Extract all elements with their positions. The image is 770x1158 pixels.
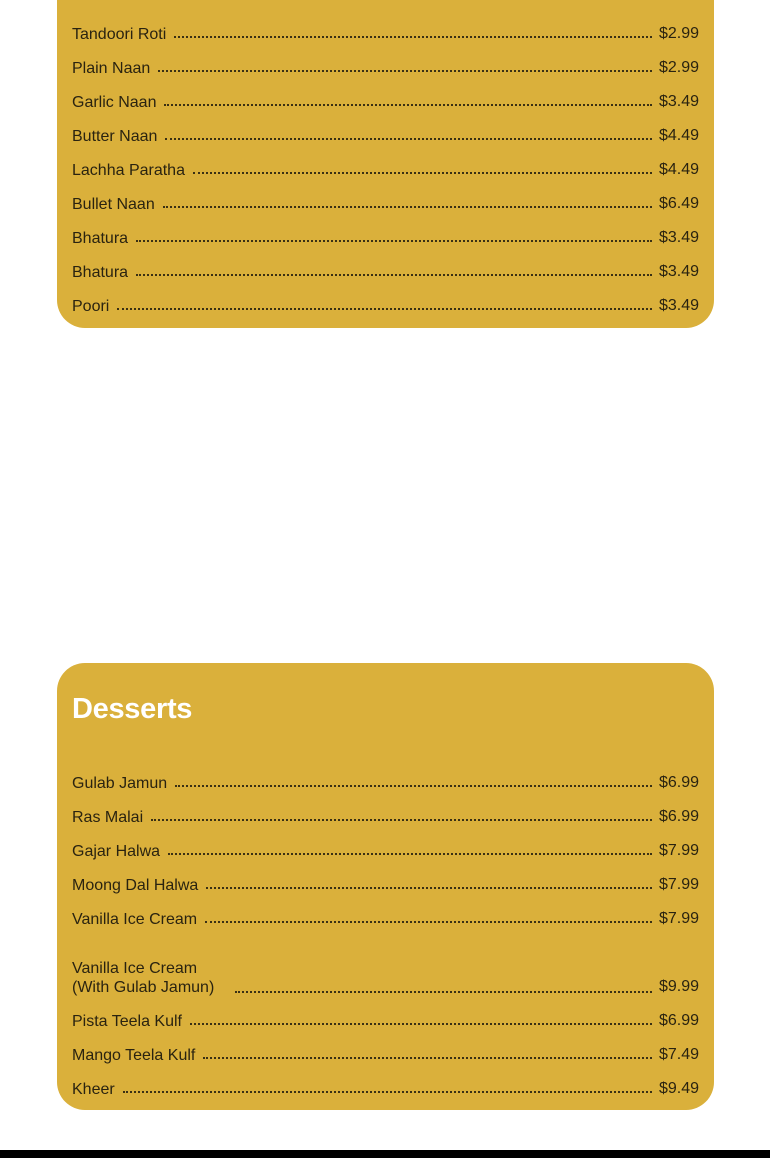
menu-item-price: $6.99 xyxy=(658,808,699,825)
menu-item-price: $3.49 xyxy=(658,93,699,110)
menu-item-row xyxy=(72,800,699,834)
menu-item-name: Mango Teela Kulf xyxy=(72,1046,196,1064)
menu-item-name: Garlic Naan xyxy=(72,93,157,111)
menu-item-name: Bullet Naan xyxy=(72,195,155,213)
menu-item-price: $6.99 xyxy=(658,1012,699,1029)
menu-item-name: Ras Malai xyxy=(72,808,144,826)
menu-item-row xyxy=(72,1038,699,1072)
dotted-leader xyxy=(235,991,652,993)
menu-item-name: Bhatura xyxy=(72,263,129,281)
menu-item-row xyxy=(72,187,699,221)
menu-item-name: Vanilla Ice Cream (With Gulab Jamun) xyxy=(72,960,215,996)
dotted-leader xyxy=(151,819,652,821)
dotted-leader xyxy=(203,1057,652,1059)
menu-item-name: Pista Teela Kulf xyxy=(72,1012,182,1030)
menu-item-price: $7.99 xyxy=(658,876,699,893)
dotted-leader xyxy=(136,240,652,242)
menu-item-name: Plain Naan xyxy=(72,59,151,77)
desserts-item-list xyxy=(72,766,699,1106)
menu-item-row xyxy=(72,255,699,289)
menu-item-row xyxy=(72,766,699,800)
dotted-leader xyxy=(165,138,652,140)
menu-item-price: $2.99 xyxy=(658,59,699,76)
menu-item-row xyxy=(72,85,699,119)
menu-item-price: $7.99 xyxy=(658,842,699,859)
menu-item-row xyxy=(72,17,699,51)
menu-item-price: $6.99 xyxy=(658,774,699,791)
menu-item-row xyxy=(72,1004,699,1038)
menu-item-name: Lachha Paratha xyxy=(72,161,185,179)
menu-item-name: Gajar Halwa xyxy=(72,842,161,860)
menu-item-name: Butter Naan xyxy=(72,127,158,145)
menu-item-name: Gulab Jamun xyxy=(72,774,168,792)
menu-item-row xyxy=(72,868,699,902)
menu-item-price: $3.49 xyxy=(658,297,699,314)
breads-menu-card xyxy=(57,0,714,328)
dotted-leader xyxy=(123,1091,652,1093)
dotted-leader xyxy=(158,70,652,72)
menu-item-row xyxy=(72,902,699,936)
menu-item-row xyxy=(72,936,699,1004)
menu-item-price: $3.49 xyxy=(658,229,699,246)
menu-item-price: $4.49 xyxy=(658,127,699,144)
menu-item-name: Moong Dal Halwa xyxy=(72,876,199,894)
dotted-leader xyxy=(174,36,652,38)
menu-item-row xyxy=(72,153,699,187)
menu-item-price: $4.49 xyxy=(658,161,699,178)
menu-item-price: $9.99 xyxy=(658,978,699,995)
breads-item-list xyxy=(72,17,699,323)
menu-item-row xyxy=(72,221,699,255)
dotted-leader xyxy=(175,785,652,787)
menu-item-price: $2.99 xyxy=(658,25,699,42)
dotted-leader xyxy=(205,921,652,923)
dotted-leader xyxy=(117,308,652,310)
menu-item-name: Kheer xyxy=(72,1080,115,1098)
desserts-menu-card xyxy=(57,663,714,1110)
menu-item-name: Poori xyxy=(72,297,110,315)
dotted-leader xyxy=(190,1023,652,1025)
menu-item-row xyxy=(72,834,699,868)
dotted-leader xyxy=(193,172,652,174)
bottom-bar xyxy=(0,1150,770,1158)
dotted-leader xyxy=(206,887,652,889)
section-title: Desserts xyxy=(72,693,193,725)
menu-item-name: Vanilla Ice Cream xyxy=(72,910,198,928)
menu-item-price: $7.49 xyxy=(658,1046,699,1063)
menu-item-name: Tandoori Roti xyxy=(72,25,167,43)
menu-item-row xyxy=(72,289,699,323)
dotted-leader xyxy=(136,274,652,276)
menu-item-price: $9.49 xyxy=(658,1080,699,1097)
menu-item-row xyxy=(72,51,699,85)
dotted-leader xyxy=(168,853,652,855)
dotted-leader xyxy=(164,104,651,106)
menu-item-price: $3.49 xyxy=(658,263,699,280)
dotted-leader xyxy=(163,206,652,208)
menu-item-row xyxy=(72,119,699,153)
menu-item-row xyxy=(72,1072,699,1106)
menu-item-price: $6.49 xyxy=(658,195,699,212)
menu-item-name: Bhatura xyxy=(72,229,129,247)
menu-item-price: $7.99 xyxy=(658,910,699,927)
